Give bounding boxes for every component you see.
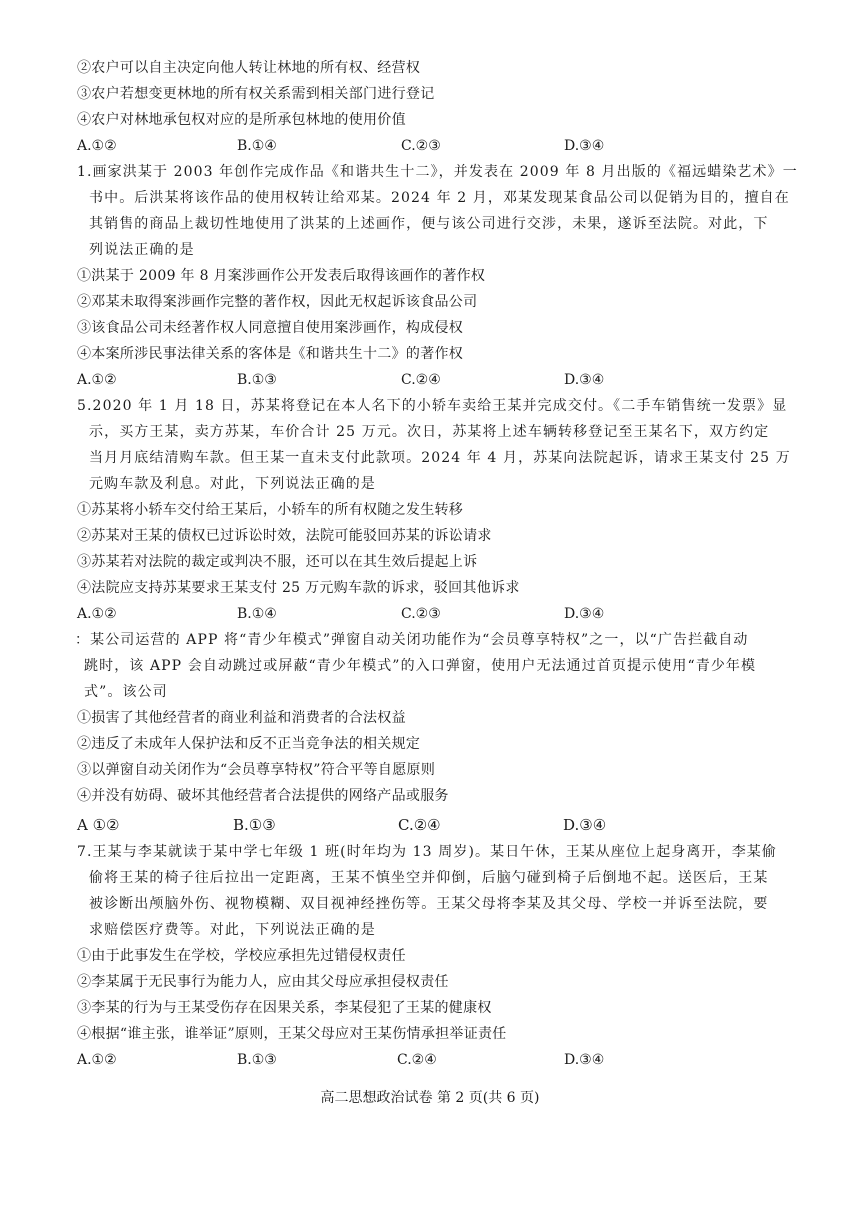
q6-option-c: C.②④ <box>398 816 441 834</box>
q7-stem-line-1: 7.王某与李某就读于某中学七年级 1 班(时年均为 13 周岁)。某日午休，王某从座位上起身离开，李某偷 <box>77 844 778 860</box>
q7-option-d: D.③④ <box>564 1052 605 1068</box>
q7-item-1: ①由于此事发生在学校，学校应承担先过错侵权责任 <box>77 948 406 964</box>
q6-item-3: ③以弹窗自动关闭作为“会员尊享特权”符合平等自愿原则 <box>77 762 436 778</box>
q6-stem-line-3: 式”。该公司 <box>84 684 168 700</box>
q6-option-a: A ①② <box>77 816 120 834</box>
q7-option-c: C.②④ <box>397 1052 437 1068</box>
page-footer: 高二思想政治试卷 第 2 页(共 6 页) <box>320 1090 540 1106</box>
q5-option-b: B.①④ <box>237 606 277 622</box>
q5-stem-line-1: 5.2020 年 1 月 18 日，苏某将登记在本人名下的小轿车卖给王某并完成交付。《二手车销售统一发票》显 <box>77 398 788 414</box>
top-option-b: B.①④ <box>237 138 277 154</box>
q4-option-d: D.③④ <box>564 372 605 388</box>
q7-stem-line-4: 求赔偿医疗费等。对此，下列说法正确的是 <box>89 922 376 938</box>
q4-option-c: C.②④ <box>401 372 441 388</box>
q7-item-4: ④根据“谁主张，谁举证”原则，王某父母应对王某伤情承担举证责任 <box>77 1026 507 1042</box>
q4-stem-line-2: 书中。后洪某将该作品的使用权转让给邓某。2024 年 2 月，邓某发现某食品公司以促销为目的，擅自在 <box>89 190 790 206</box>
q4-item-1: ①洪某于 2009 年 8 月案涉画作公开发表后取得该画作的著作权 <box>77 268 486 284</box>
top-option-a: A.①② <box>77 138 117 154</box>
top-item-2: ②农户可以自主决定向他人转让林地的所有权、经营权 <box>77 60 421 76</box>
q6-item-2: ②违反了未成年人保护法和反不正当竞争法的相关规定 <box>77 736 421 752</box>
q6-item-4: ④并没有妨碍、破坏其他经营者合法提供的网络产品或服务 <box>77 788 449 804</box>
q6-stem-line-2: 跳时，该 APP 会自动跳过或屏蔽“青少年模式”的入口弹窗，使用户无法通过首页提示使用“青少年模 <box>84 658 757 674</box>
q5-option-d: D.③④ <box>564 606 605 622</box>
q4-stem-line-3: 其销售的商品上裁切性地使用了洪某的上述画作，便与该公司进行交涉，未果，遂诉至法院。对此，下 <box>89 216 769 232</box>
q4-item-2: ②邓某未取得案涉画作完整的著作权，因此无权起诉该食品公司 <box>77 294 478 310</box>
top-item-4: ④农户对林地承包权对应的是所承包林地的使用价值 <box>77 112 406 128</box>
q7-item-2: ②李某属于无民事行为能力人，应由其父母应承担侵权责任 <box>77 974 449 990</box>
q4-item-4: ④本案所涉民事法律关系的客体是《和谐共生十二》的著作权 <box>77 346 464 362</box>
q7-stem-line-2: 偷将王某的椅子往后拉出一定距离，王某不慎坐空并仰倒，后脑勺碰到椅子后倒地不起。送医后，王某 <box>89 870 769 886</box>
q4-item-3: ③该食品公司未经著作权人同意擅自使用案涉画作，构成侵权 <box>77 320 464 336</box>
q7-item-3: ③李某的行为与王某受伤存在因果关系，李某侵犯了王某的健康权 <box>77 1000 492 1016</box>
q5-item-4: ④法院应支持苏某要求王某支付 25 万元购车款的诉求，驳回其他诉求 <box>77 580 520 596</box>
q6-stem-line-1: ：某公司运营的 APP 将“青少年模式”弹窗自动关闭功能作为“会员尊享特权”之一，以“广告拦截自动 <box>75 632 749 648</box>
q4-stem-line-1: 1.画家洪某于 2003 年创作完成作品《和谐共生十二》，并发表在 2009 年 8 月出版的《福远蜡染艺术》一 <box>77 164 798 180</box>
q7-option-a: A.①② <box>77 1052 117 1068</box>
q6-item-1: ①损害了其他经营者的商业利益和消费者的合法权益 <box>77 710 406 726</box>
q5-item-1: ①苏某将小轿车交付给王某后，小轿车的所有权随之发生转移 <box>77 502 464 518</box>
q5-stem-line-4: 元购车款及利息。对此，下列说法正确的是 <box>89 476 376 492</box>
q5-option-c: C.②③ <box>401 606 441 622</box>
q4-option-a: A.①② <box>77 372 117 388</box>
q5-option-a: A.①② <box>77 606 117 622</box>
top-option-c: C.②③ <box>401 138 441 154</box>
top-item-3: ③农户若想变更林地的所有权关系需到相关部门进行登记 <box>77 86 435 102</box>
q5-item-2: ②苏某对王某的债权已过诉讼时效，法院可能驳回苏某的诉讼请求 <box>77 528 492 544</box>
q5-stem-line-3: 当月月底结清购车款。但王某一直未支付此款项。2024 年 4 月，苏某向法院起诉，请求王某支付 25 万 <box>89 450 791 466</box>
q5-stem-line-2: 示，买方王某，卖方苏某，车价合计 25 万元。次日，苏某将上述车辆转移登记至王某名下，双方约定 <box>89 424 770 440</box>
q4-stem-line-4: 列说法正确的是 <box>89 242 195 258</box>
top-option-d: D.③④ <box>564 138 605 154</box>
q6-option-d: D.③④ <box>563 816 607 834</box>
q6-option-b: B.①③ <box>233 816 276 834</box>
q5-item-3: ③苏某若对法院的裁定或判决不服，还可以在其生效后提起上诉 <box>77 554 478 570</box>
q7-option-b: B.①③ <box>237 1052 277 1068</box>
q4-option-b: B.①③ <box>237 372 277 388</box>
q7-stem-line-3: 被诊断出颅脑外伤、视物模糊、双目视神经挫伤等。王某父母将李某及其父母、学校一并诉至法院，要 <box>89 896 769 912</box>
